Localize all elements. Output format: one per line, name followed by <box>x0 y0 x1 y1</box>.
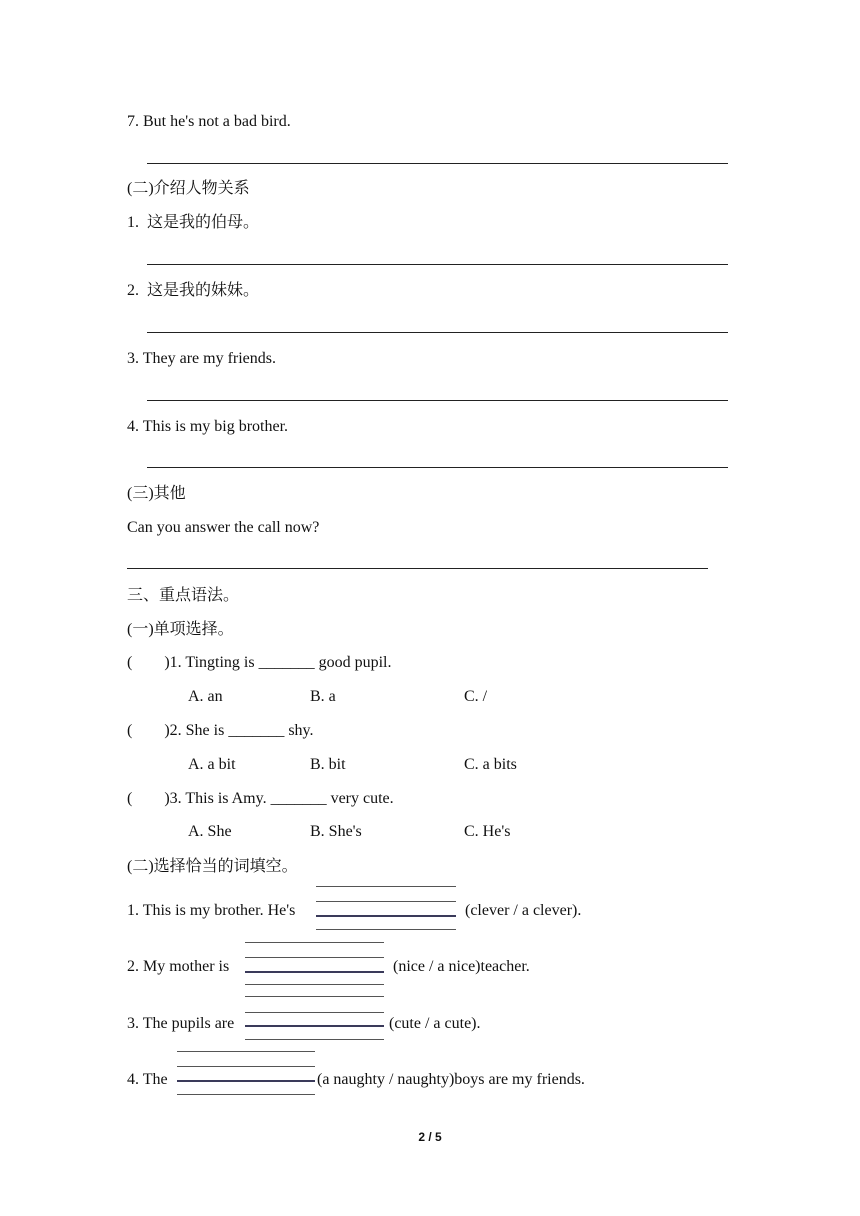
fill-4-after: (a naughty / naughty)boys are my friends. <box>317 1071 585 1088</box>
answer-line[interactable] <box>147 332 728 333</box>
blank-line <box>245 942 384 943</box>
blank-line <box>177 1094 315 1095</box>
fill-heading: (二)选择恰当的词填空。 <box>127 858 298 875</box>
blank-line <box>316 929 456 930</box>
blank-line <box>245 996 384 997</box>
blank-line <box>316 886 456 887</box>
intro-item-1: 1. 这是我的伯母。 <box>127 214 260 231</box>
blank-line <box>177 1066 315 1067</box>
blank-line <box>245 984 384 985</box>
fill-3-before: 3. The pupils are <box>127 1015 235 1032</box>
answer-line[interactable] <box>127 568 708 569</box>
intro-item-2: 2. 这是我的妹妹。 <box>127 282 260 299</box>
blank-line <box>245 957 384 958</box>
fill-2-after: (nice / a nice)teacher. <box>393 958 530 975</box>
mc-option-1b[interactable]: B. a <box>310 688 336 705</box>
mc-option-3c[interactable]: C. He's <box>464 823 511 840</box>
fill-4-before: 4. The <box>127 1071 168 1088</box>
mc-heading: (一)单项选择。 <box>127 621 234 638</box>
mc-option-2c[interactable]: C. a bits <box>464 756 517 773</box>
mc-option-2a[interactable]: A. a bit <box>188 756 236 773</box>
blank-line <box>316 901 456 902</box>
grammar-heading: 三、重点语法。 <box>127 587 240 604</box>
fill-2-blank[interactable] <box>245 971 384 973</box>
mc-question-2: ( )2. She is _______ shy. <box>127 722 314 739</box>
blank-line <box>245 1012 384 1013</box>
blank-line <box>177 1051 315 1052</box>
mc-question-3: ( )3. This is Amy. _______ very cute. <box>127 790 394 807</box>
blank-line <box>245 1039 384 1040</box>
mc-option-2b[interactable]: B. bit <box>310 756 346 773</box>
mc-option-3a[interactable]: A. She <box>188 823 232 840</box>
mc-option-3b[interactable]: B. She's <box>310 823 362 840</box>
mc-question-1: ( )1. Tingting is _______ good pupil. <box>127 654 392 671</box>
mc-option-1c[interactable]: C. / <box>464 688 488 705</box>
answer-line[interactable] <box>147 400 728 401</box>
fill-3-blank[interactable] <box>245 1025 384 1027</box>
fill-1-blank[interactable] <box>316 915 456 917</box>
intro-item-3: 3. They are my friends. <box>127 350 276 367</box>
page-number: 2 / 5 <box>418 1130 442 1144</box>
answer-line[interactable] <box>147 163 728 164</box>
fill-4-blank[interactable] <box>177 1080 315 1082</box>
other-question: Can you answer the call now? <box>127 519 320 536</box>
answer-line[interactable] <box>147 264 728 265</box>
fill-1-after: (clever / a clever). <box>465 902 582 919</box>
intro-item-4: 4. This is my big brother. <box>127 418 289 435</box>
section-heading-other: (三)其他 <box>127 485 186 502</box>
fill-3-after: (cute / a cute). <box>389 1015 481 1032</box>
translation-item-7: 7. But he's not a bad bird. <box>127 113 291 130</box>
mc-option-1a[interactable]: A. an <box>188 688 223 705</box>
fill-1-before: 1. This is my brother. He's <box>127 902 296 919</box>
section-heading-intro: (二)介绍人物关系 <box>127 180 250 197</box>
answer-line[interactable] <box>147 467 728 468</box>
fill-2-before: 2. My mother is <box>127 958 230 975</box>
